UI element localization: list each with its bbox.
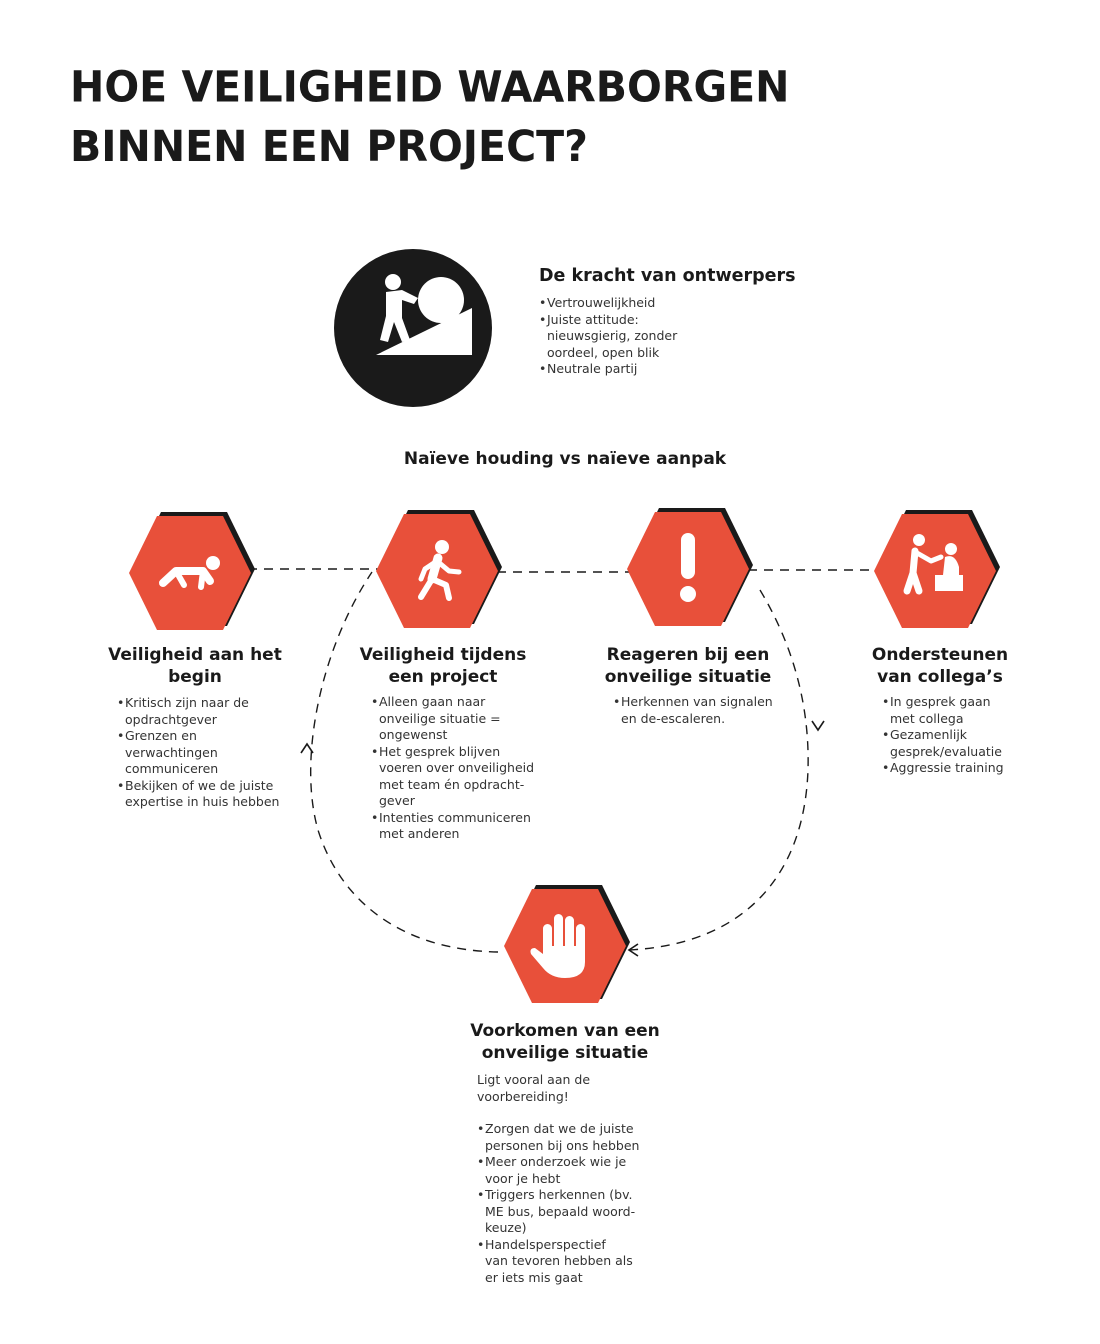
step-heading-line: Ondersteunen xyxy=(871,645,1009,665)
kracht-bullet: • Neutrale partij xyxy=(539,361,799,378)
bullet-item: • Intenties communiceren met anderen xyxy=(371,810,556,843)
step-heading-line: Veiligheid tijdens xyxy=(359,645,527,665)
step-begin-badge xyxy=(129,512,255,630)
bullet-item: • Triggers herkennen (bv. ME bus, bepaald woord- keuze) xyxy=(477,1187,667,1237)
kracht-heading: De kracht van ontwerpers xyxy=(539,266,796,286)
kracht-bullet: • Vertrouwelijkheid xyxy=(539,295,799,312)
step-voorkomen-heading xyxy=(455,1020,675,1064)
bullet-item: • Het gesprek blijven voeren over onveiligheid met team én opdracht- gever xyxy=(371,744,556,810)
step-ondersteunen-badge xyxy=(874,510,1000,628)
arrow-up-icon xyxy=(301,744,313,753)
exclamation-icon xyxy=(680,533,696,602)
step-reageren-badge xyxy=(627,508,753,626)
step-heading-line: Veiligheid aan het xyxy=(108,645,282,665)
step-heading-line: van collega’s xyxy=(877,667,1003,687)
kracht-block xyxy=(539,265,799,378)
step-heading-line: onveilige situatie xyxy=(481,1043,649,1063)
diagram-subtitle: Naïeve houding vs naïeve aanpak xyxy=(403,449,727,469)
step-ondersteunen-bullets xyxy=(882,694,1052,777)
step-heading-line: Voorkomen van een xyxy=(470,1021,660,1041)
step-begin-heading xyxy=(95,644,295,688)
step-voorkomen-badge xyxy=(504,885,630,1003)
step-reageren-heading xyxy=(583,644,793,688)
page-title-line2: BINNEN EEN PROJECT? xyxy=(70,121,588,172)
step-voorkomen-bullets xyxy=(477,1121,667,1286)
step-heading-line: begin xyxy=(168,667,222,687)
kracht-icon-badge xyxy=(334,249,492,407)
bullet-item: • Gezamenlijk gesprek/evaluatie xyxy=(882,727,1052,760)
bullet-item: • Meer onderzoek wie je voor je hebt xyxy=(477,1154,667,1187)
step-heading-line: een project xyxy=(388,667,498,687)
bullet-item: • Zorgen dat we de juiste personen bij ons hebben xyxy=(477,1121,667,1154)
arrow-down-icon xyxy=(812,721,824,730)
step-heading-line: onveilige situatie xyxy=(604,667,772,687)
step-reageren-bullets xyxy=(613,694,798,727)
bullet-item: • Handelsperspectief van tevoren hebben als er iets mis gaat xyxy=(477,1237,667,1287)
kracht-bullets xyxy=(539,295,799,378)
step-tijdens-badge xyxy=(376,510,502,628)
bullet-item: • In gesprek gaan met collega xyxy=(882,694,1052,727)
step-voorkomen-intro: Ligt vooral aan de voorbereiding! xyxy=(477,1072,591,1104)
step-tijdens-bullets xyxy=(371,694,556,843)
step-ondersteunen-heading xyxy=(855,644,1025,688)
bullet-item: • Herkennen van signalen en de-escaleren. xyxy=(613,694,798,727)
step-tijdens-heading xyxy=(343,644,543,688)
bullet-item: • Alleen gaan naar onveilige situatie = ongewenst xyxy=(371,694,556,744)
step-heading-line: Reageren bij een xyxy=(606,645,770,665)
bullet-item: • Aggressie training xyxy=(882,760,1052,777)
bullet-item: • Bekijken of we de juiste expertise in huis hebben xyxy=(117,778,302,811)
kracht-bullet: • Juiste attitude: nieuwsgierig, zonder oordeel, open blik xyxy=(539,312,799,362)
bullet-item: • Kritisch zijn naar de opdrachtgever xyxy=(117,695,302,728)
bullet-item: • Grenzen en verwachtingen communiceren xyxy=(117,728,302,778)
page-title-line1: HOE VEILIGHEID WAARBORGEN xyxy=(70,62,790,113)
step-begin-bullets xyxy=(117,695,302,811)
